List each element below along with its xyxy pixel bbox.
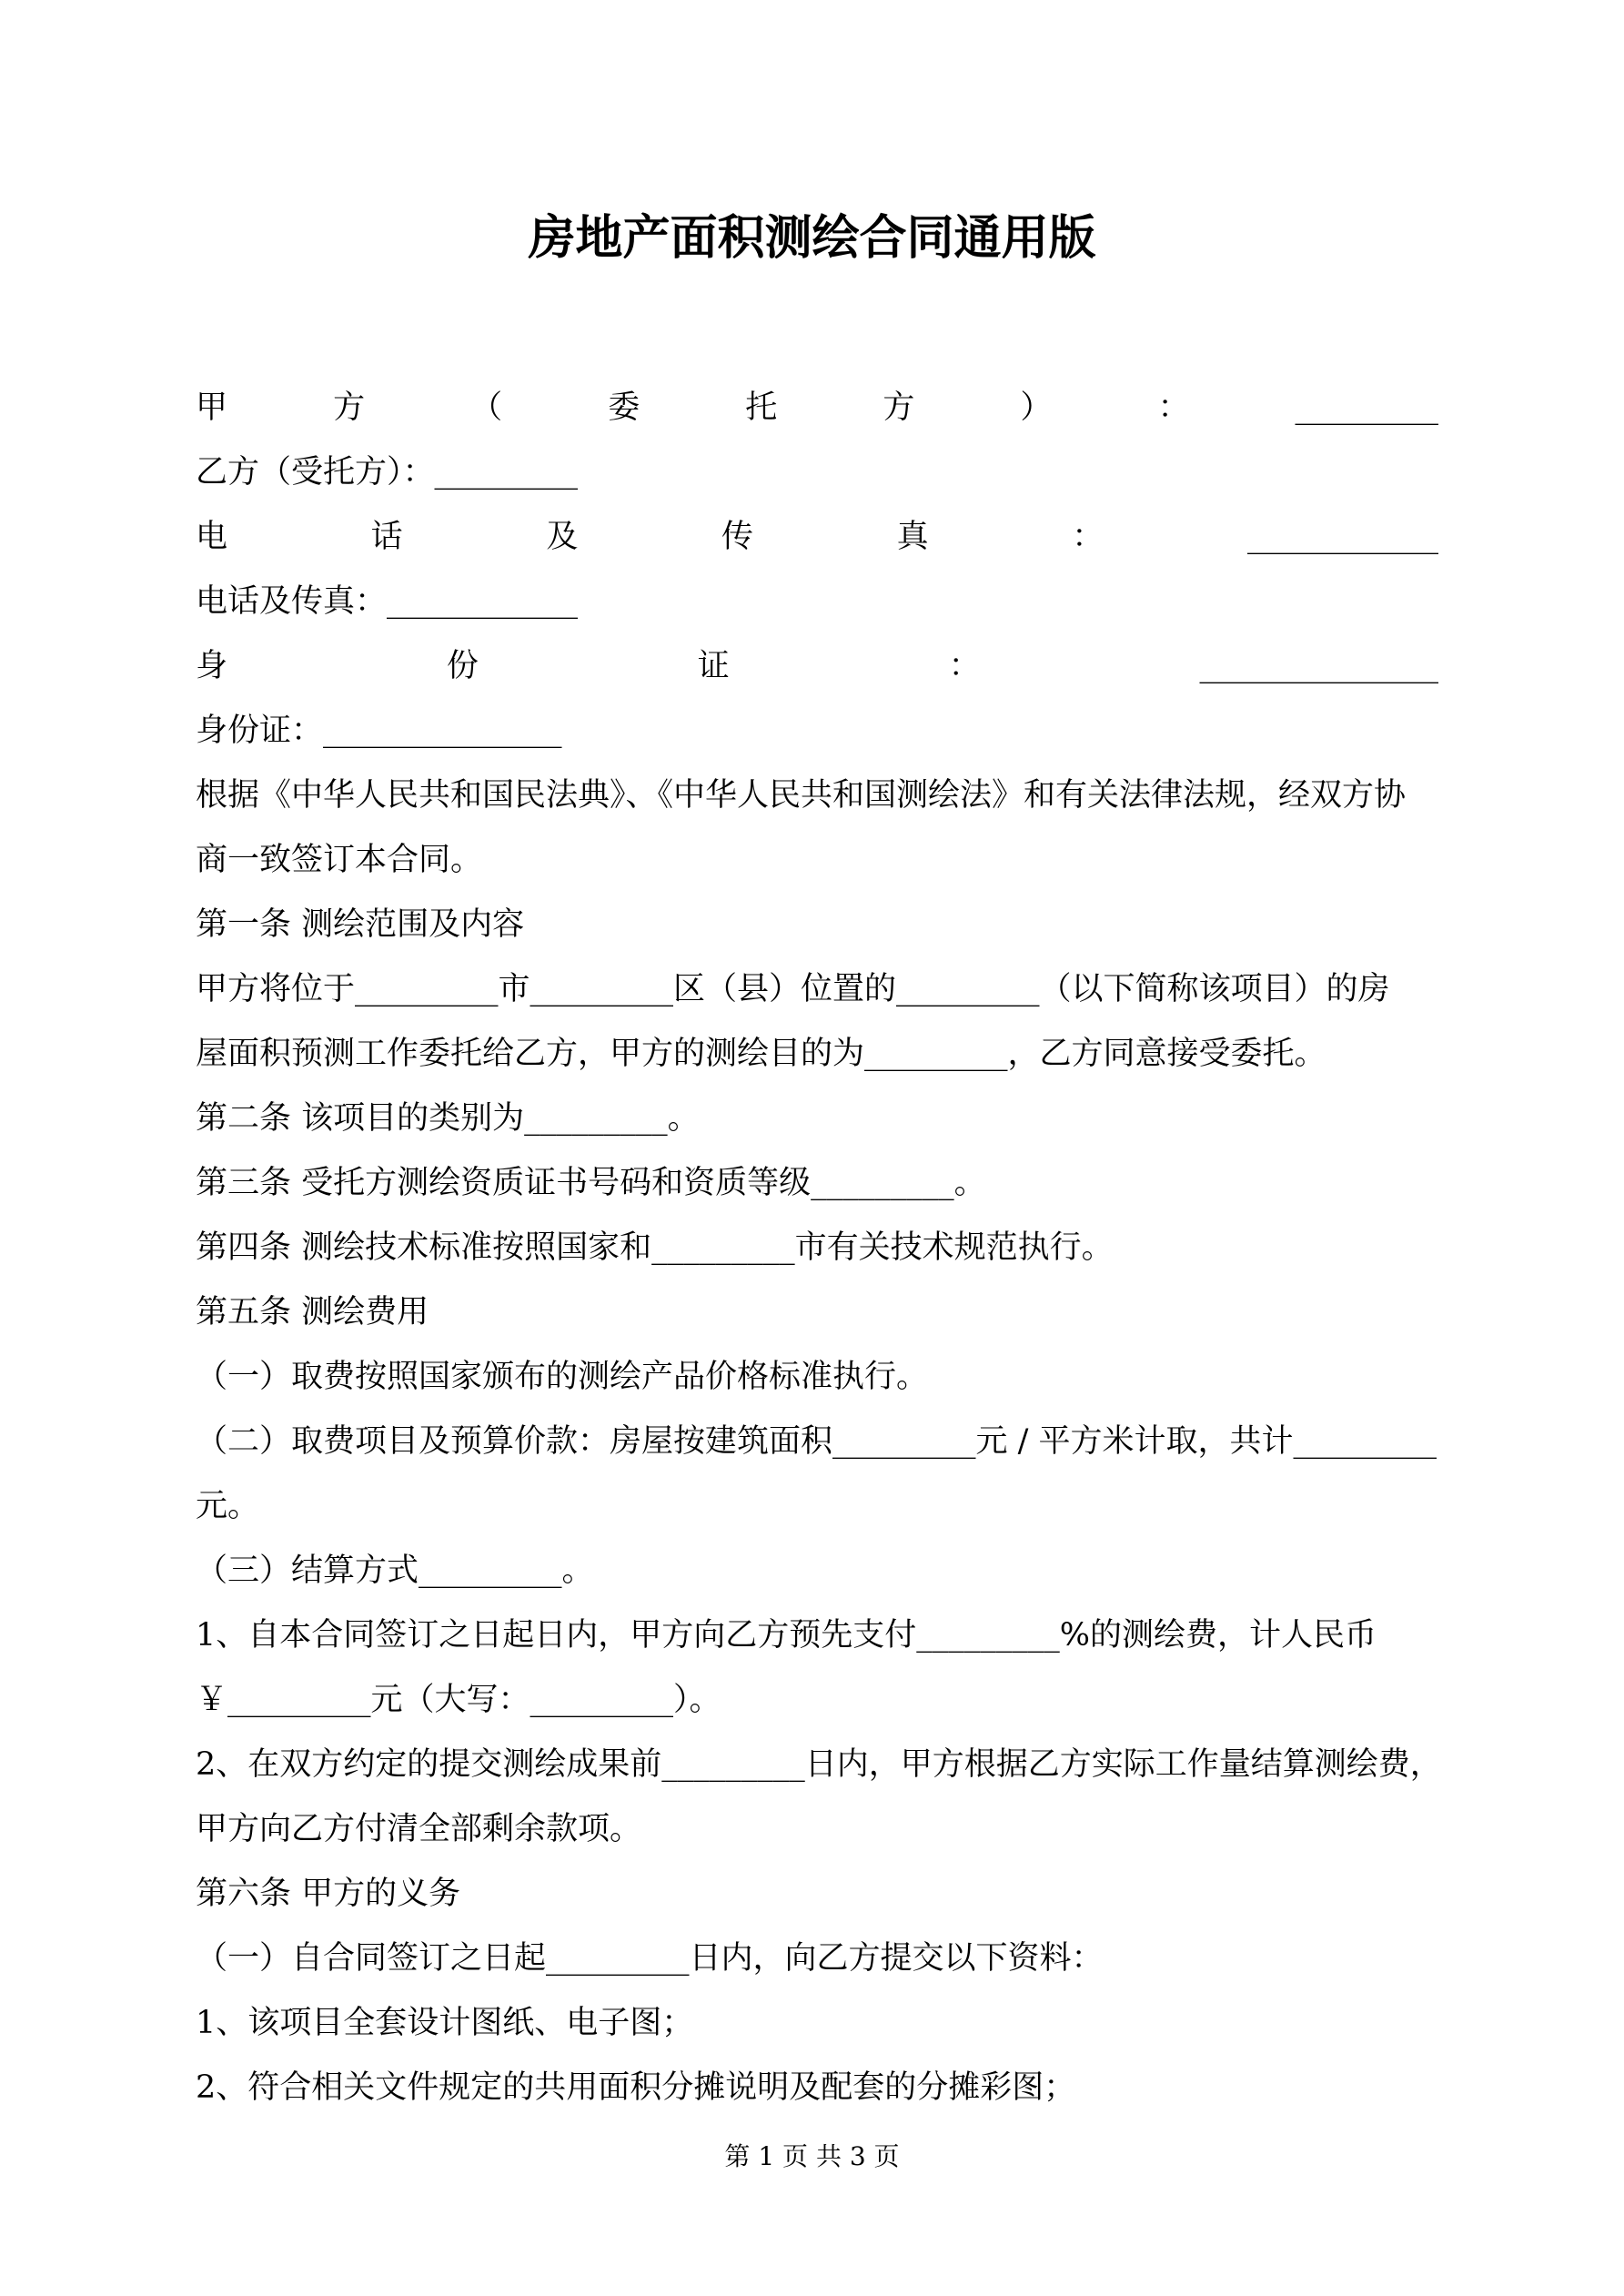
party-a-char: 方: [333, 389, 366, 426]
phone-fax-char: 及: [546, 519, 579, 555]
phone-fax-char: 话: [370, 519, 403, 555]
text-line: 甲方将位于_________市_________区（县）位置的_________（以下简称该项目）的房: [196, 971, 1390, 1007]
party-a-char: 委: [608, 389, 641, 426]
text-line: 1、该项目全套设计图纸、电子图；: [196, 2005, 694, 2041]
party-a-char: ：: [1157, 389, 1190, 426]
party-a-line: [196, 376, 1438, 440]
party-a-char: （: [470, 389, 503, 426]
text-line: 甲方向乙方付清全部剩余款项。: [196, 1811, 642, 1847]
text-line: 2、符合相关文件规定的共用面积分摊说明及配套的分摊彩图；: [196, 2069, 1076, 2106]
text-line: 屋面积预测工作委托给乙方，甲方的测绘目的为_________，乙方同意接受委托。: [196, 1036, 1326, 1072]
id-char: 份: [446, 648, 479, 684]
text-line: 元。: [196, 1488, 260, 1524]
id-blank: _______________: [1199, 648, 1438, 684]
article-heading: 第二条 该项目的类别为_________。: [196, 1100, 700, 1137]
phone-fax-char: 真: [896, 519, 929, 555]
article-heading: 第五条 测绘费用: [196, 1294, 429, 1330]
text-line: （一）取费按照国家颁布的测绘产品价格标准执行。: [196, 1359, 929, 1395]
text-line: 1、自本合同签订之日起日内，甲方向乙方预先支付_________%的测绘费，计人民币: [196, 1617, 1377, 1654]
phone-fax-char: 电: [196, 519, 228, 555]
article-heading: 第四条 测绘技术标准按照国家和_________市有关技术规范执行。: [196, 1229, 1114, 1266]
party-a-char: 甲: [196, 389, 228, 426]
contract-body: [196, 376, 1442, 2120]
text-line: （三）结算方式_________。: [196, 1553, 594, 1589]
text-line: （一）自合同签订之日起_________日内，向乙方提交以下资料：: [196, 1940, 1104, 1977]
phone-fax-line: [196, 505, 1438, 570]
id-char: 证: [697, 648, 730, 684]
phone-fax-line-2: 电话及传真：____________: [196, 583, 579, 620]
text-line: ￥_________元（大写：_________）。: [196, 1682, 721, 1718]
phone-fax-char: ：: [1072, 519, 1105, 555]
phone-fax-char: 传: [721, 519, 753, 555]
phone-fax-blank: ____________: [1246, 519, 1438, 555]
article-heading: 第三条 受托方测绘资质证书号码和资质等级_________。: [196, 1165, 986, 1201]
article-heading: 第六条 甲方的义务: [196, 1876, 461, 1912]
text-line: 2、在双方约定的提交测绘成果前_________日内，甲方根据乙方实际工作量结算测绘费，: [196, 1746, 1442, 1783]
party-a-char: ）: [1020, 389, 1053, 426]
text-line: 根据《中华人民共和国民法典》、《中华人民共和国测绘法》和有关法律法规，经双方协: [196, 777, 1407, 814]
text-line: 商一致签订本合同。: [196, 842, 483, 878]
page-footer: 第 1 页 共 3 页: [724, 2141, 900, 2171]
id-line-2: 身份证：_______________: [196, 713, 562, 749]
article-heading: 第一条 测绘范围及内容: [196, 906, 525, 943]
id-char: ：: [948, 648, 981, 684]
text-line: （二）取费项目及预算价款：房屋按建筑面积_________元 / 平方米计取，共计_________: [196, 1423, 1437, 1460]
party-b-line: 乙方（受托方）：_________: [196, 454, 579, 491]
party-a-char: 方: [883, 389, 915, 426]
document-title: 房地产面积测绘合同通用版: [528, 210, 1096, 266]
id-char: 身: [196, 648, 228, 684]
party-a-char: 托: [745, 389, 778, 426]
id-line: [196, 634, 1438, 699]
party-a-blank: _________: [1295, 389, 1438, 426]
